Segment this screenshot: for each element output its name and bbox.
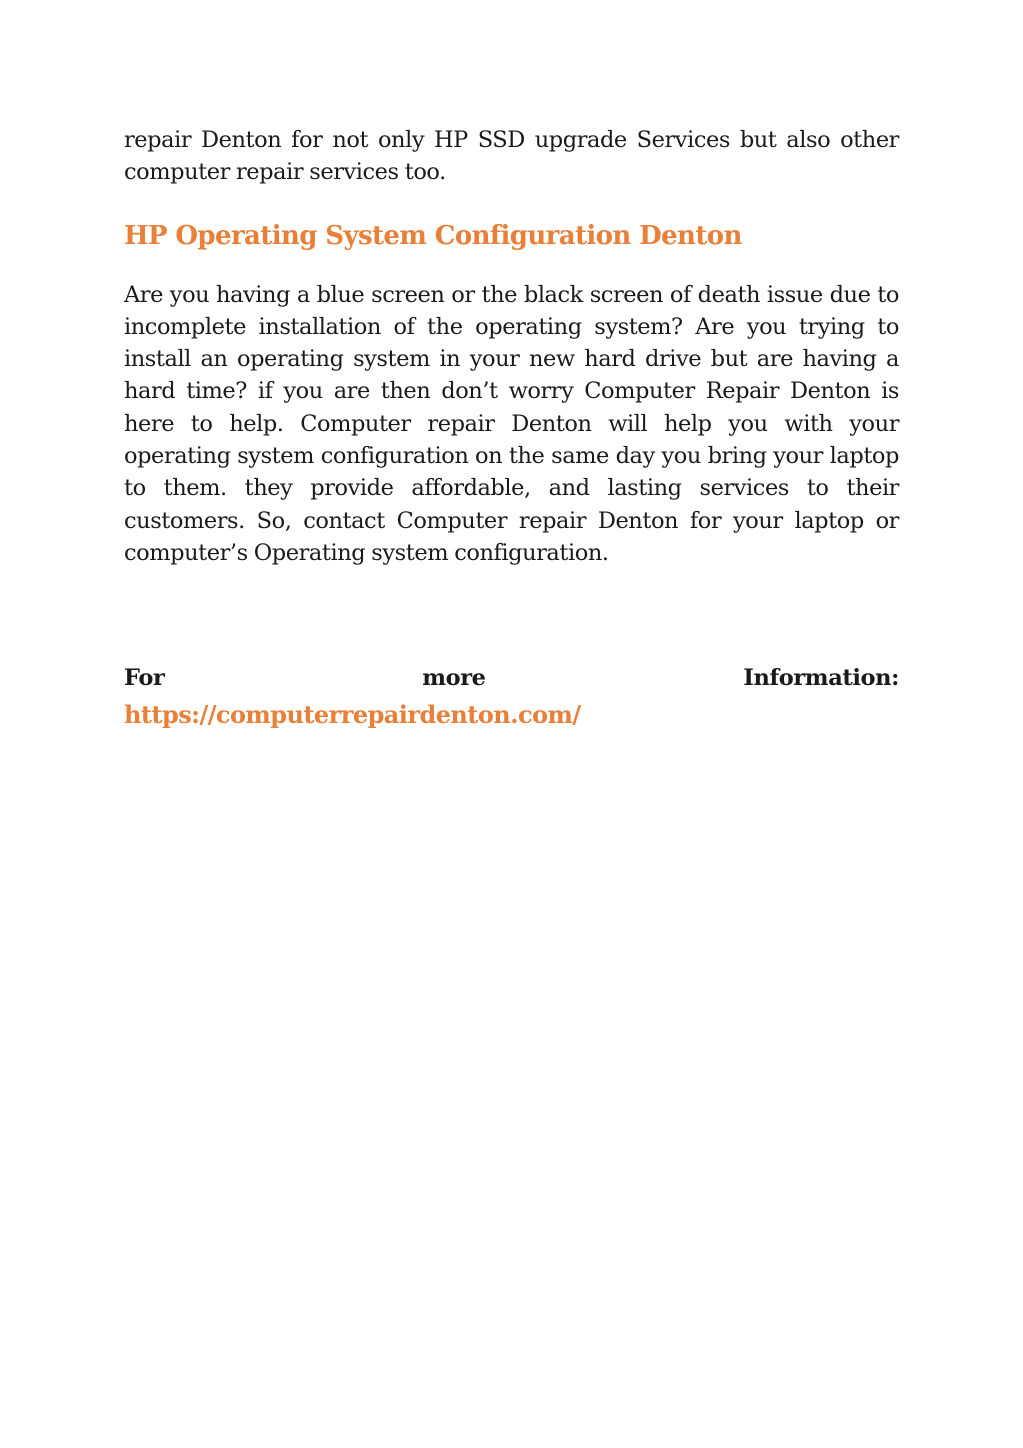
more-information-line <box>124 662 899 694</box>
body-paragraph: Are you having a blue screen or the black screen of death issue due to incomplete installation of the operating system? Are you trying to install an operating system in your new hard drive but are having a hard time? if you are then don’t worry Computer Repair Denton is here to help. Computer repair Denton will help you with your operating system configuration on the same day you bring your laptop to them. they provide affordable, and lasting services to their customers. So, contact Computer repair Denton for your laptop or computer’s Operating system configuration. <box>124 281 899 566</box>
section-heading: HP Operating System Configuration Denton <box>124 220 742 251</box>
intro-paragraph: repair Denton for not only HP SSD upgrade Services but also other computer repair services too. <box>124 127 899 186</box>
document-content <box>124 124 899 569</box>
info-word-for: For <box>124 665 165 691</box>
info-word-more: more <box>422 665 486 691</box>
website-link[interactable]: https://computerrepairdenton.com/ <box>124 700 581 729</box>
info-word-information: Information: <box>743 665 899 691</box>
